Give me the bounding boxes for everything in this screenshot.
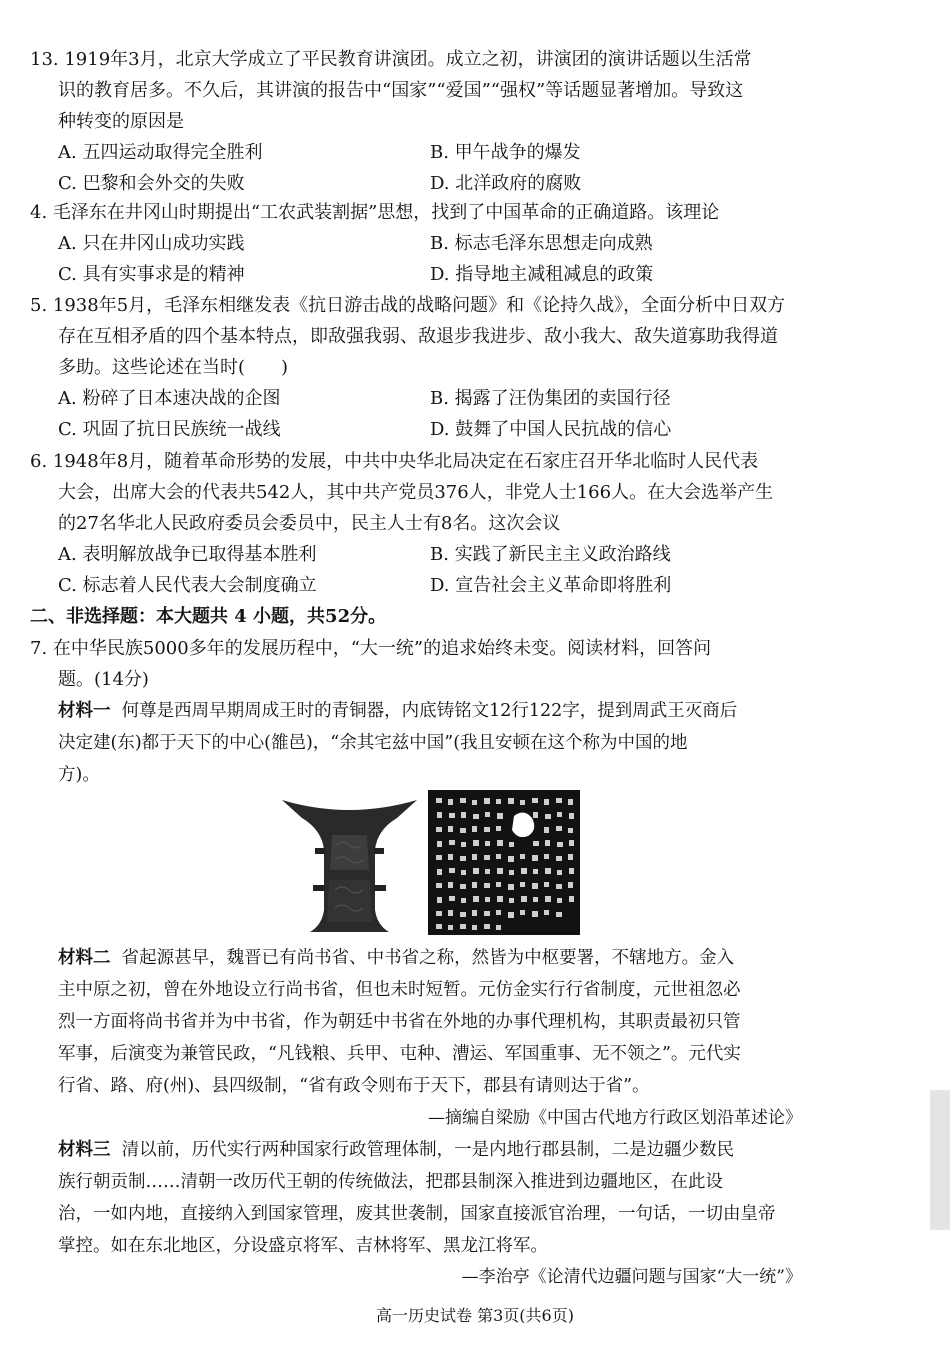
- options-5: [58, 383, 818, 445]
- bronze-vessel-image: [277, 790, 422, 935]
- material-line: 清以前，历代实行两种国家行政管理体制，一是内地行郡县制，二是边疆少数民: [121, 1140, 735, 1160]
- inscription-rubbing-image: [428, 790, 580, 935]
- options-4: [58, 228, 818, 290]
- material-line: 行省、路、府(州)、县四级制，“省有政令则布于天下，郡县有请则达于省”。: [58, 1076, 650, 1096]
- option-a: A. 粉碎了日本速决战的企图: [58, 388, 281, 409]
- question-7: [30, 633, 810, 695]
- material-label: 材料二: [58, 948, 111, 968]
- material-line: 决定建(东)都于天下的中心(雒邑)，“余其宅兹中国”(我且安顿在这个称为中国的地: [58, 733, 688, 753]
- options-13: [58, 137, 818, 199]
- material-3-source: —李治亭《论清代边疆问题与国家“大一统”》: [461, 1267, 802, 1287]
- option-a: A. 五四运动取得完全胜利: [58, 142, 263, 163]
- material-label: 材料三: [58, 1140, 111, 1160]
- option-c: C. 具有实事求是的精神: [58, 264, 245, 285]
- material-line: 省起源甚早，魏晋已有尚书省、中书省之称，然皆为中枢要署，不辖地方。金入: [121, 948, 735, 968]
- option-a: A. 只在井冈山成功实践: [58, 233, 245, 254]
- material-label: 材料一: [58, 701, 111, 721]
- question-line: 6. 1948年8月，随着革命形势的发展，中共中央华北局决定在石家庄召开华北临时人民代表: [30, 451, 759, 472]
- question-line: 13. 1919年3月，北京大学成立了平民教育讲演团。成立之初，讲演团的演讲话题以生活常: [30, 49, 752, 70]
- question-line: 大会，出席大会的代表共542人，其中共产党员376人，非党人士166人。在大会选举产生: [58, 482, 774, 503]
- options-6: [58, 539, 818, 601]
- option-d: D. 指导地主减租减息的政策: [430, 264, 654, 285]
- material-line: 主中原之初，曾在外地设立行尚书省，但也未时短暂。元仿金实行行省制度，元世祖忽必: [58, 980, 741, 1000]
- question-4: [30, 197, 810, 228]
- material-line: 何尊是西周早期周成王时的青铜器，内底铸铭文12行122字，提到周武王灭商后: [121, 701, 738, 721]
- material-3: [58, 1134, 808, 1262]
- question-6: [30, 446, 810, 539]
- option-b: B. 甲午战争的爆发: [430, 142, 581, 163]
- option-b: B. 揭露了汪伪集团的卖国行径: [430, 388, 671, 409]
- question-5: [30, 290, 810, 383]
- material-line: 方)。: [58, 765, 100, 785]
- option-d: D. 鼓舞了中国人民抗战的信心: [430, 419, 672, 440]
- question-13: [30, 44, 810, 137]
- option-c: C. 巩固了抗日民族统一战线: [58, 419, 281, 440]
- question-line: 识的教育居多。不久后，其讲演的报告中“国家”“爱国”“强权”等话题显著增加。导致这: [58, 80, 744, 101]
- material-1: [58, 695, 808, 791]
- material-2: [58, 942, 808, 1102]
- question-line: 题。(14分): [58, 669, 149, 690]
- material-line: 掌控。如在东北地区，分设盛京将军、吉林将军、黑龙江将军。: [58, 1236, 548, 1256]
- question-line: 5. 1938年5月，毛泽东相继发表《抗日游击战的战略问题》和《论持久战》，全面分析中日双方: [30, 295, 786, 316]
- material-2-source: —摘编自梁励《中国古代地方行政区划沿革述论》: [428, 1108, 802, 1128]
- question-line: 4. 毛泽东在井冈山时期提出“工农武装割据”思想，找到了中国革命的正确道路。该理论: [30, 202, 720, 223]
- option-c: C. 巴黎和会外交的失败: [58, 173, 245, 194]
- material-line: 烈一方面将尚书省并为中书省，作为朝廷中书省在外地的办事代理机构，其职责最初只管: [58, 1012, 741, 1032]
- question-line: 存在互相矛盾的四个基本特点，即敌强我弱、敌退步我进步、敌小我大、敌失道寡助我得道: [58, 326, 778, 347]
- page-footer: 高一历史试卷 第3页(共6页): [376, 1306, 574, 1325]
- material-line: 治，一如内地，直接纳入到国家管理，废其世袭制，国家直接派官治理，一句话，一切由皇帝: [58, 1204, 776, 1224]
- option-b: B. 实践了新民主主义政治路线: [430, 544, 671, 565]
- option-b: B. 标志毛泽东思想走向成熟: [430, 233, 653, 254]
- scan-edge-shadow: [930, 1090, 950, 1230]
- option-a: A. 表明解放战争已取得基本胜利: [58, 544, 317, 565]
- material-line: 军事，后演变为兼管民政，“凡钱粮、兵甲、屯种、漕运、军国重事、无不领之”。元代实: [58, 1044, 741, 1064]
- option-c: C. 标志着人民代表大会制度确立: [58, 575, 317, 596]
- material-line: 族行朝贡制……清朝一改历代王朝的传统做法，把郡县制深入推进到边疆地区，在此设: [58, 1172, 723, 1192]
- option-d: D. 北洋政府的腐败: [430, 173, 582, 194]
- question-line: 7. 在中华民族5000多年的发展历程中，“大一统”的追求始终未变。阅读材料，回答问: [30, 638, 712, 659]
- question-line: 多助。这些论述在当时( ): [58, 357, 289, 378]
- section-title: 二、非选择题：本大题共 4 小题，共52分。: [30, 606, 387, 627]
- question-line: 种转变的原因是: [58, 111, 184, 132]
- question-line: 的27名华北人民政府委员会委员中，民主人士有8名。这次会议: [58, 513, 561, 534]
- option-d: D. 宣告社会主义革命即将胜利: [430, 575, 672, 596]
